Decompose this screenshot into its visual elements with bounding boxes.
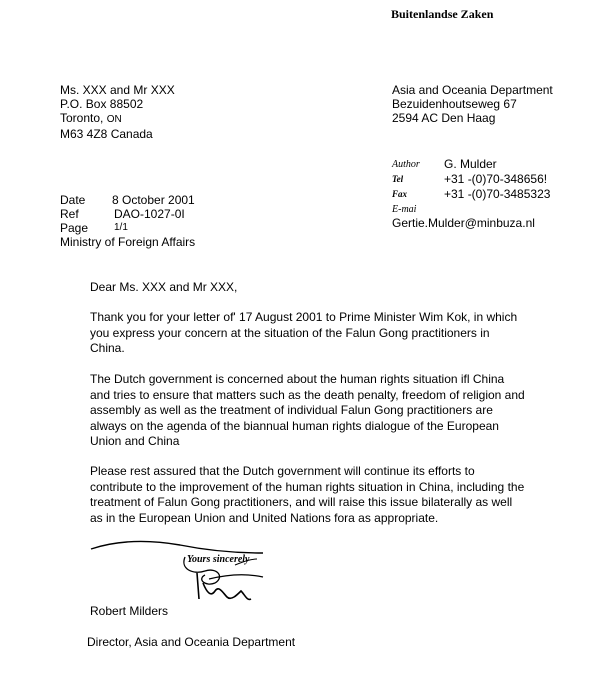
paragraph-1 <box>90 310 570 357</box>
yours-sincerely: Yours sincerely <box>187 554 250 565</box>
sender-department: Asia and Oceania Department <box>392 83 553 97</box>
recipient-address-line1: P.O. Box 88502 <box>60 97 144 111</box>
paragraph-line: China. <box>90 341 125 355</box>
paragraph-line: always on the agenda of the biannual human rights dialogue of the European <box>90 418 499 433</box>
signer-title: Director, Asia and Oceania Department <box>87 635 296 649</box>
sender-city: 2594 AC Den Haag <box>392 111 496 125</box>
page-row <box>60 221 195 235</box>
ref-value: DAO-1027-0I <box>114 207 185 221</box>
recipient-name: Ms. XXX and Mr XXX <box>60 83 175 97</box>
date-row <box>60 193 195 207</box>
paragraph-line: as in the European Union and United Nations fora as appropriate. <box>90 510 439 525</box>
paragraph-line: Thank you for your letter of' 17 August 2001 to Prime Minister Wim Kok, in which <box>90 310 518 324</box>
ref-label: Ref <box>60 207 79 221</box>
contact-author-row <box>392 157 550 172</box>
contact-tel-row <box>392 172 550 187</box>
paragraph-line: contribute to the improvement of the human rights situation in China, including the <box>90 479 525 494</box>
tel-value: +31 -(0)70-348656! <box>444 172 548 186</box>
paragraph-line: Please rest assured that the Dutch government will continue its efforts to <box>90 464 475 478</box>
recipient-city: Toronto, <box>60 111 104 125</box>
tel-label: Tel <box>392 174 404 184</box>
ministry-name: Buitenlandse Zaken <box>391 7 494 21</box>
email-value: Gertie.Mulder@minbuza.nl <box>392 216 535 230</box>
page-value: 1/1 <box>114 222 128 233</box>
fax-value: +31 -(0)70-3485323 <box>444 187 551 201</box>
salutation: Dear Ms. XXX and Mr XXX, <box>90 280 238 294</box>
letter-meta <box>60 193 195 249</box>
paragraph-line: Union and China <box>90 434 180 448</box>
paragraph-2 <box>90 372 570 450</box>
recipient-address <box>60 83 175 141</box>
contact-fax-row <box>392 187 550 202</box>
paragraph-3 <box>90 464 570 526</box>
paragraph-line: and tries to ensure that matters such as the death penalty, freedom of religion and <box>90 387 525 402</box>
recipient-province: ON <box>106 114 122 125</box>
email-label: E-mai <box>392 204 417 215</box>
sender-street: Bezuidenhoutseweg 67 <box>392 97 517 111</box>
paragraph-line: The Dutch government is concerned about the human rights situation ifl China <box>90 372 505 386</box>
contact-block <box>392 157 550 230</box>
date-value: 8 October 2001 <box>112 193 195 207</box>
recipient-city-line <box>60 111 175 127</box>
page-label: Page <box>60 221 89 235</box>
paragraph-line: you express your concern at the situation of the Falun Gong practitioners in <box>90 325 490 340</box>
fax-label: Fax <box>392 189 408 199</box>
author-label: Author <box>392 159 420 170</box>
paragraph-line: treatment of Falun Gong practitioners, and will raise this issue bilaterally as well <box>90 495 513 509</box>
sender-address <box>392 83 553 125</box>
paragraph-line: assembly as well as the treatment of individual Falun Gong practitioners are <box>90 403 493 417</box>
date-label: Date <box>60 193 86 207</box>
handwritten-signature <box>85 535 295 610</box>
recipient-postal-country: M63 4Z8 Canada <box>60 127 153 141</box>
ref-row <box>60 207 195 221</box>
author-value: G. Mulder <box>444 157 497 171</box>
ministry-line: Ministry of Foreign Affairs <box>60 235 196 249</box>
signer-name: Robert Milders <box>90 604 169 618</box>
